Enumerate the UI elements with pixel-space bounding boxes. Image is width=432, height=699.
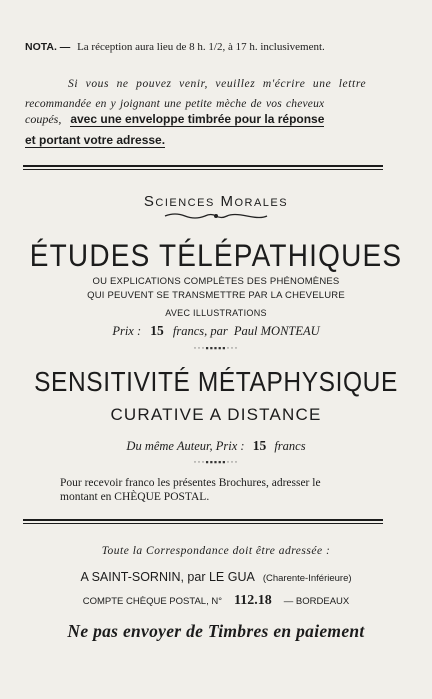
contact-region: (Charente-Inférieure) [262, 573, 352, 584]
cheque-label: COMPTE CHÈQUE POSTAL, N° [82, 596, 223, 607]
instructions-line-2: recommandée en y joignant une petite mèche de vos cheveux [25, 98, 325, 110]
book2-title: SENSITIVITÉ MÉTAPHYSIQUE [34, 367, 398, 398]
book2-price-tail: francs [274, 439, 306, 453]
instructions-bold-1: avec une enveloppe timbrée pour la réponse [70, 112, 325, 126]
book1-price-value: 15 [150, 323, 164, 338]
cheque-city: — BORDEAUX [283, 596, 350, 607]
contact-intro: Toute la Correspondance doit être adressée : [101, 545, 331, 557]
book2-price-label: Du même Auteur, Prix : [126, 439, 245, 453]
book1-title: ÉTUDES TÉLÉPATHIQUES [29, 238, 403, 273]
nota-line [25, 41, 325, 53]
book1-subtitle-1: OU EXPLICATIONS COMPLÈTES DES PHÉNOMÈNES [92, 276, 340, 287]
divider-top-thick [23, 165, 383, 167]
book1-price-line [0, 323, 432, 339]
divider-bottom-thin [23, 523, 383, 524]
instructions-line-1: Si vous ne pouvez venir, veuillez m'écrire une lettre [68, 78, 367, 90]
cheque-number: 112.18 [234, 593, 272, 608]
ornament-dots-2: ···▪▪▪▪▪··· [193, 457, 239, 467]
book1-price-tail: francs, par [172, 324, 228, 338]
book2-price-line [0, 438, 432, 454]
book1-price-label: Prix : [112, 324, 142, 338]
payment-line-2: montant en CHÈQUE POSTAL. [60, 491, 210, 503]
ornament-dots-1: ···▪▪▪▪▪··· [193, 343, 239, 353]
footer-warning: Ne pas envoyer de Timbres en paiement [67, 621, 365, 641]
divider-bottom-thick [23, 519, 383, 521]
contact-address-line [0, 568, 432, 586]
book2-subtitle: CURATIVE A DISTANCE [110, 405, 322, 424]
instructions-bold-2: et portant votre adresse. [25, 133, 166, 147]
book1-subtitle-2: QUI PEUVENT SE TRANSMETTRE PAR LA CHEVELURE [87, 290, 345, 301]
section-heading: Sciences Morales [143, 193, 289, 210]
ornament-swirl [163, 211, 269, 221]
instructions-italic-tail: coupés, [25, 112, 62, 126]
nota-text: La réception aura lieu de 8 h. 1/2, à 17 h. inclusivement. [77, 41, 325, 53]
book1-subtitle-3: AVEC ILLUSTRATIONS [165, 308, 267, 318]
contact-address: A SAINT-SORNIN, par LE GUA [80, 570, 255, 584]
book2-price-value: 15 [252, 438, 267, 453]
nota-label: NOTA. — [25, 41, 71, 53]
contact-cheque-line [0, 591, 432, 609]
book1-author: Paul MONTEAU [233, 324, 320, 338]
payment-line-1: Pour recevoir franco les présentes Brochures, adresser le [60, 477, 321, 489]
divider-top-thin [23, 169, 383, 170]
instructions-line-3 [25, 112, 324, 127]
